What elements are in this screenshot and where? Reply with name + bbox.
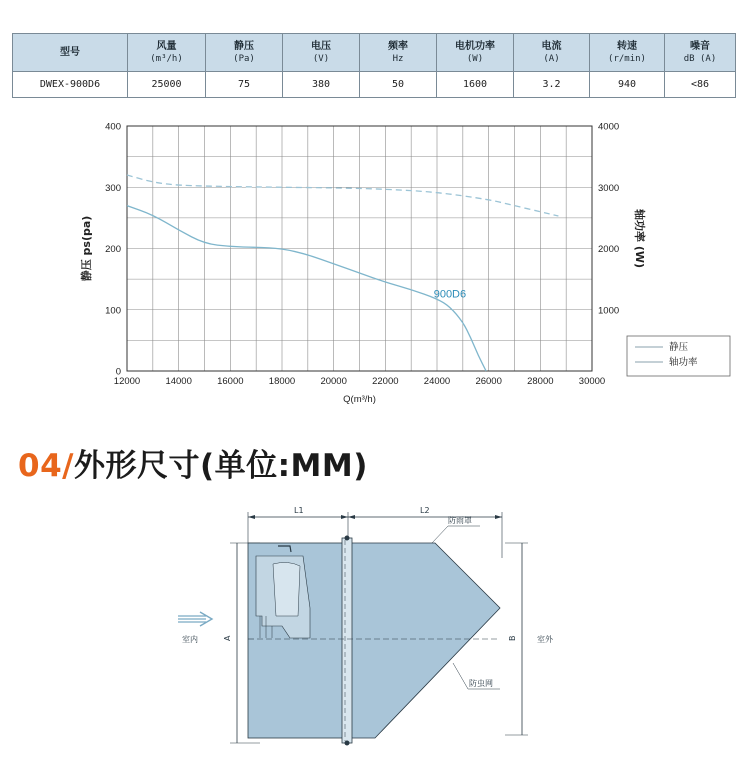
spec-table <box>12 33 736 98</box>
cell-noise: <86 <box>665 72 736 98</box>
spec-header-row <box>13 34 736 72</box>
header-current: 电流 (A) <box>514 34 590 72</box>
label-outdoor: 室外 <box>537 635 553 644</box>
x-axis-label: Q(m³/h) <box>343 394 376 405</box>
cell-static-pressure: 75 <box>206 72 283 98</box>
cell-current: 3.2 <box>514 72 590 98</box>
header-airflow: 风量 (m³/h) <box>128 34 206 72</box>
bolt-top <box>345 536 350 541</box>
section-number: 04/ <box>18 448 74 484</box>
y-tick-label: 100 <box>105 305 121 317</box>
header-voltage: 电压 (V) <box>283 34 360 72</box>
y2-tick-label: 1000 <box>598 305 620 317</box>
bolt-bottom <box>345 741 350 746</box>
cell-motor-power: 1600 <box>437 72 514 98</box>
dim-l1-label: L1 <box>294 506 304 515</box>
dimension-drawing <box>170 498 580 768</box>
dim-a-label: A <box>223 635 232 641</box>
x-tick-label: 30000 <box>578 376 606 387</box>
header-static-pressure: 静压 (Pa) <box>206 34 283 72</box>
y-tick-label: 0 <box>115 366 121 378</box>
dim-arrow <box>248 515 255 519</box>
section-heading <box>18 440 368 485</box>
header-model: 型号 <box>13 34 128 72</box>
motor-cover <box>273 562 300 616</box>
cell-voltage: 380 <box>283 72 360 98</box>
x-tick-label: 12000 <box>113 376 141 387</box>
header-speed: 转速 (r/min) <box>590 34 665 72</box>
y2-tick-label: 2000 <box>598 244 620 255</box>
rain-hood <box>348 543 500 738</box>
dim-arrow <box>495 515 502 519</box>
y-tick-label: 200 <box>105 244 121 255</box>
label-indoor: 室内 <box>182 635 198 644</box>
wall-frame <box>342 538 352 743</box>
spec-data-row <box>13 72 736 98</box>
x-tick-label: 20000 <box>320 376 347 387</box>
airflow-arrow-icon <box>178 612 212 626</box>
header-frequency: 频率 Hz <box>360 34 437 72</box>
cell-speed: 940 <box>590 72 665 98</box>
y2-tick-label: 4000 <box>598 121 620 133</box>
x-tick-label: 28000 <box>527 376 554 387</box>
x-tick-label: 22000 <box>372 376 399 387</box>
y-tick-label: 300 <box>105 182 121 194</box>
label-rain-hood: 防雨罩 <box>448 516 472 525</box>
x-tick-label: 26000 <box>475 376 502 387</box>
y-tick-label: 400 <box>105 121 121 133</box>
dim-arrow <box>341 515 348 519</box>
legend-label: 静压 <box>669 342 689 353</box>
legend-label: 轴功率 <box>669 357 698 368</box>
y2-axis-label: 轴功率 (W) <box>633 208 646 269</box>
performance-chart <box>70 110 740 415</box>
dim-b-label: B <box>508 635 517 641</box>
dim-arrow <box>348 515 355 519</box>
cell-frequency: 50 <box>360 72 437 98</box>
label-insect-screen: 防虫网 <box>469 679 493 688</box>
y-axis-label: 静压 ps(pa) <box>80 215 93 282</box>
hood-leader <box>432 526 448 543</box>
x-tick-label: 16000 <box>217 376 244 387</box>
dim-l2-label: L2 <box>420 506 430 515</box>
screen-leader <box>453 663 468 689</box>
header-noise: 噪音 dB (A) <box>665 34 736 72</box>
cell-model: DWEX-900D6 <box>13 72 128 98</box>
section-title: 外形尺寸(单位:MM) <box>73 448 368 484</box>
curve-annotation: 900D6 <box>433 288 467 301</box>
cell-airflow: 25000 <box>128 72 206 98</box>
x-tick-label: 14000 <box>165 376 192 387</box>
x-tick-label: 24000 <box>423 376 451 387</box>
y2-tick-label: 3000 <box>598 182 620 194</box>
header-motor-power: 电机功率 (W) <box>437 34 514 72</box>
x-tick-label: 18000 <box>268 376 296 387</box>
